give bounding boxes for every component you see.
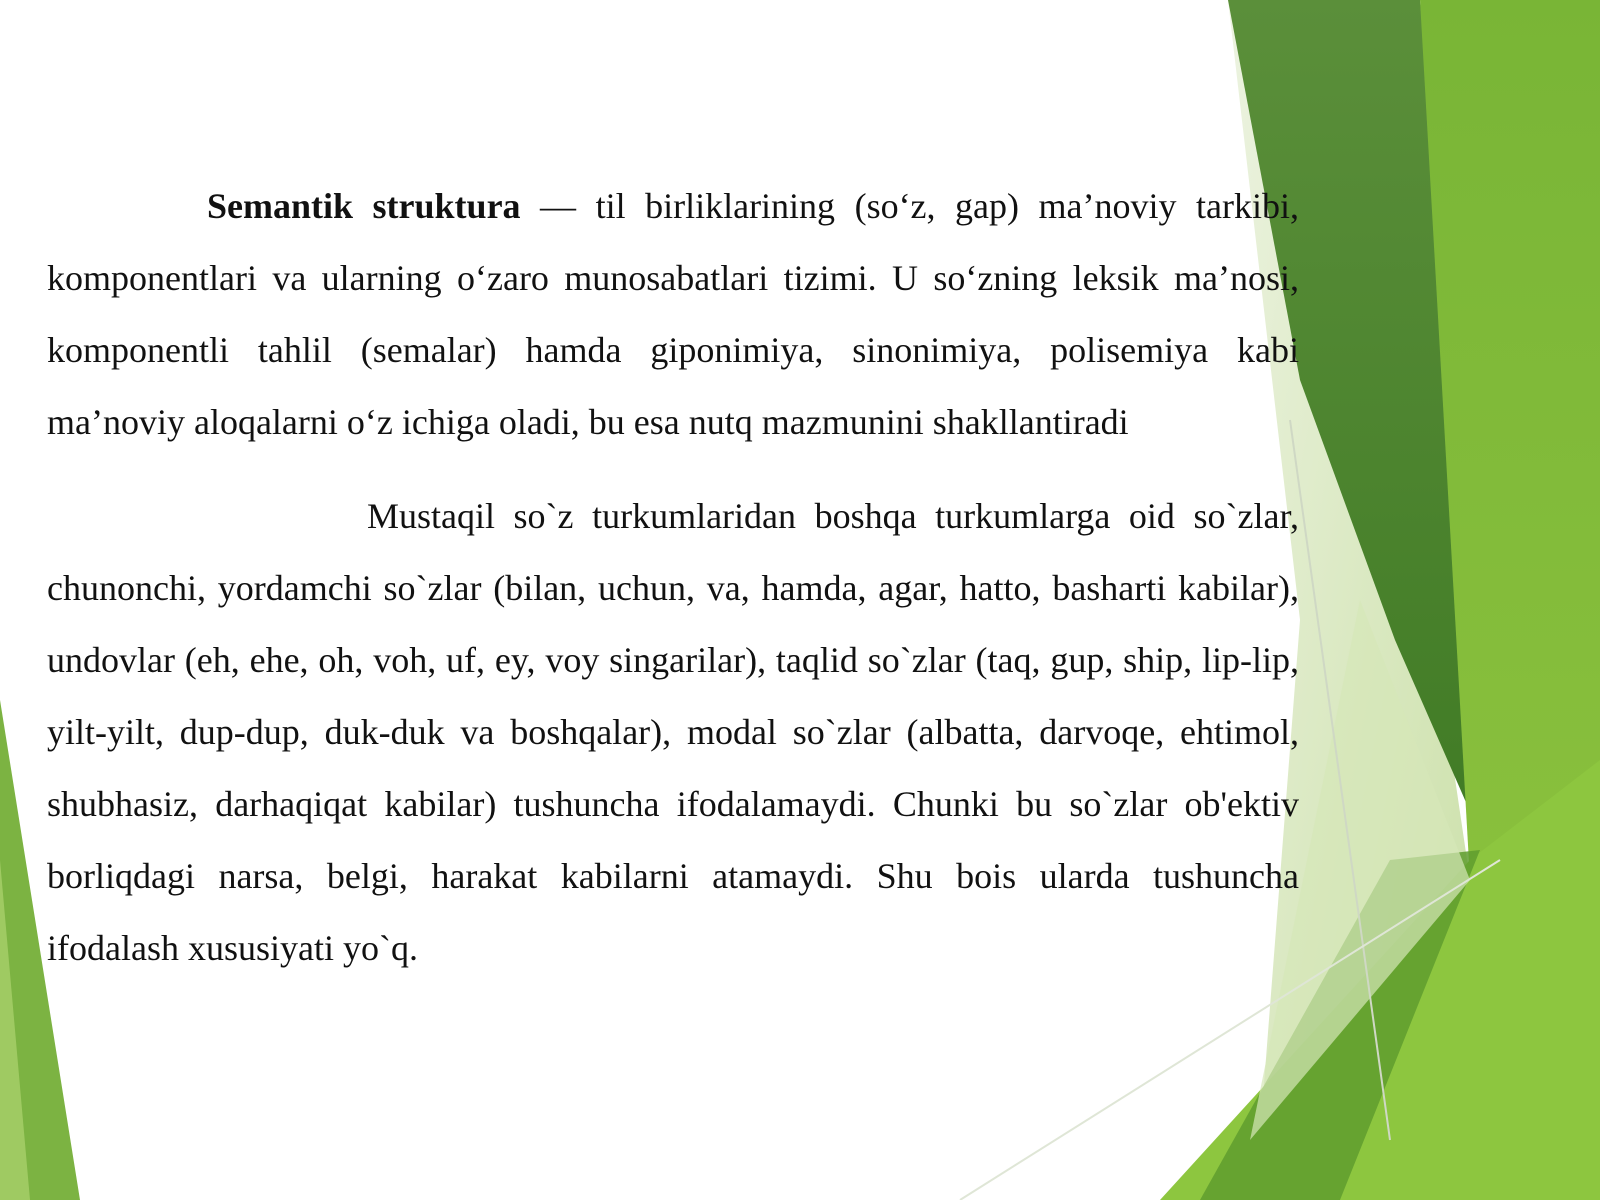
paragraph-1-text: — til birliklarining (so‘z, gap) ma’noviy tarkibi, komponentlari va ularning o‘zaro munosabatlari tizimi. U so‘zning leksik ma’nosi, komponentli tahlil (semalar) hamda giponimiya, sinonimiya, polisemiya kabi ma’noviy aloqalarni o‘z ichiga oladi, bu esa nutq mazmunini shakllantiradi (47, 186, 1299, 442)
text-content (47, 170, 1299, 984)
paragraph-semantic-structure (47, 170, 1299, 458)
term-semantik-struktura: Semantik struktura (207, 186, 521, 226)
paragraph-2-text: Mustaqil so`z turkumlaridan boshqa turkumlarga oid so`zlar, chunonchi, yordamchi so`zlar (bilan, uchun, va, hamda, agar, hatto, basharti kabilar), undovlar (eh, ehe, oh, voh, uf, ey, voy singarilar), taqlid so`zlar (taq, gup, ship, lip-lip, yilt-yilt, dup-dup, duk-duk va boshqalar), modal so`zlar (albatta, darvoqe, ehtimol, shubhasiz, darhaqiqat kabilar) tushuncha ifodalamaydi. Chunki bu so`zlar ob'ektiv borliqdagi narsa, belgi, harakat kabilarni atamaydi. Shu bois ularda tushuncha ifodalash xususiyati yo`q. (47, 496, 1299, 968)
paragraph-independent-words (47, 480, 1299, 984)
